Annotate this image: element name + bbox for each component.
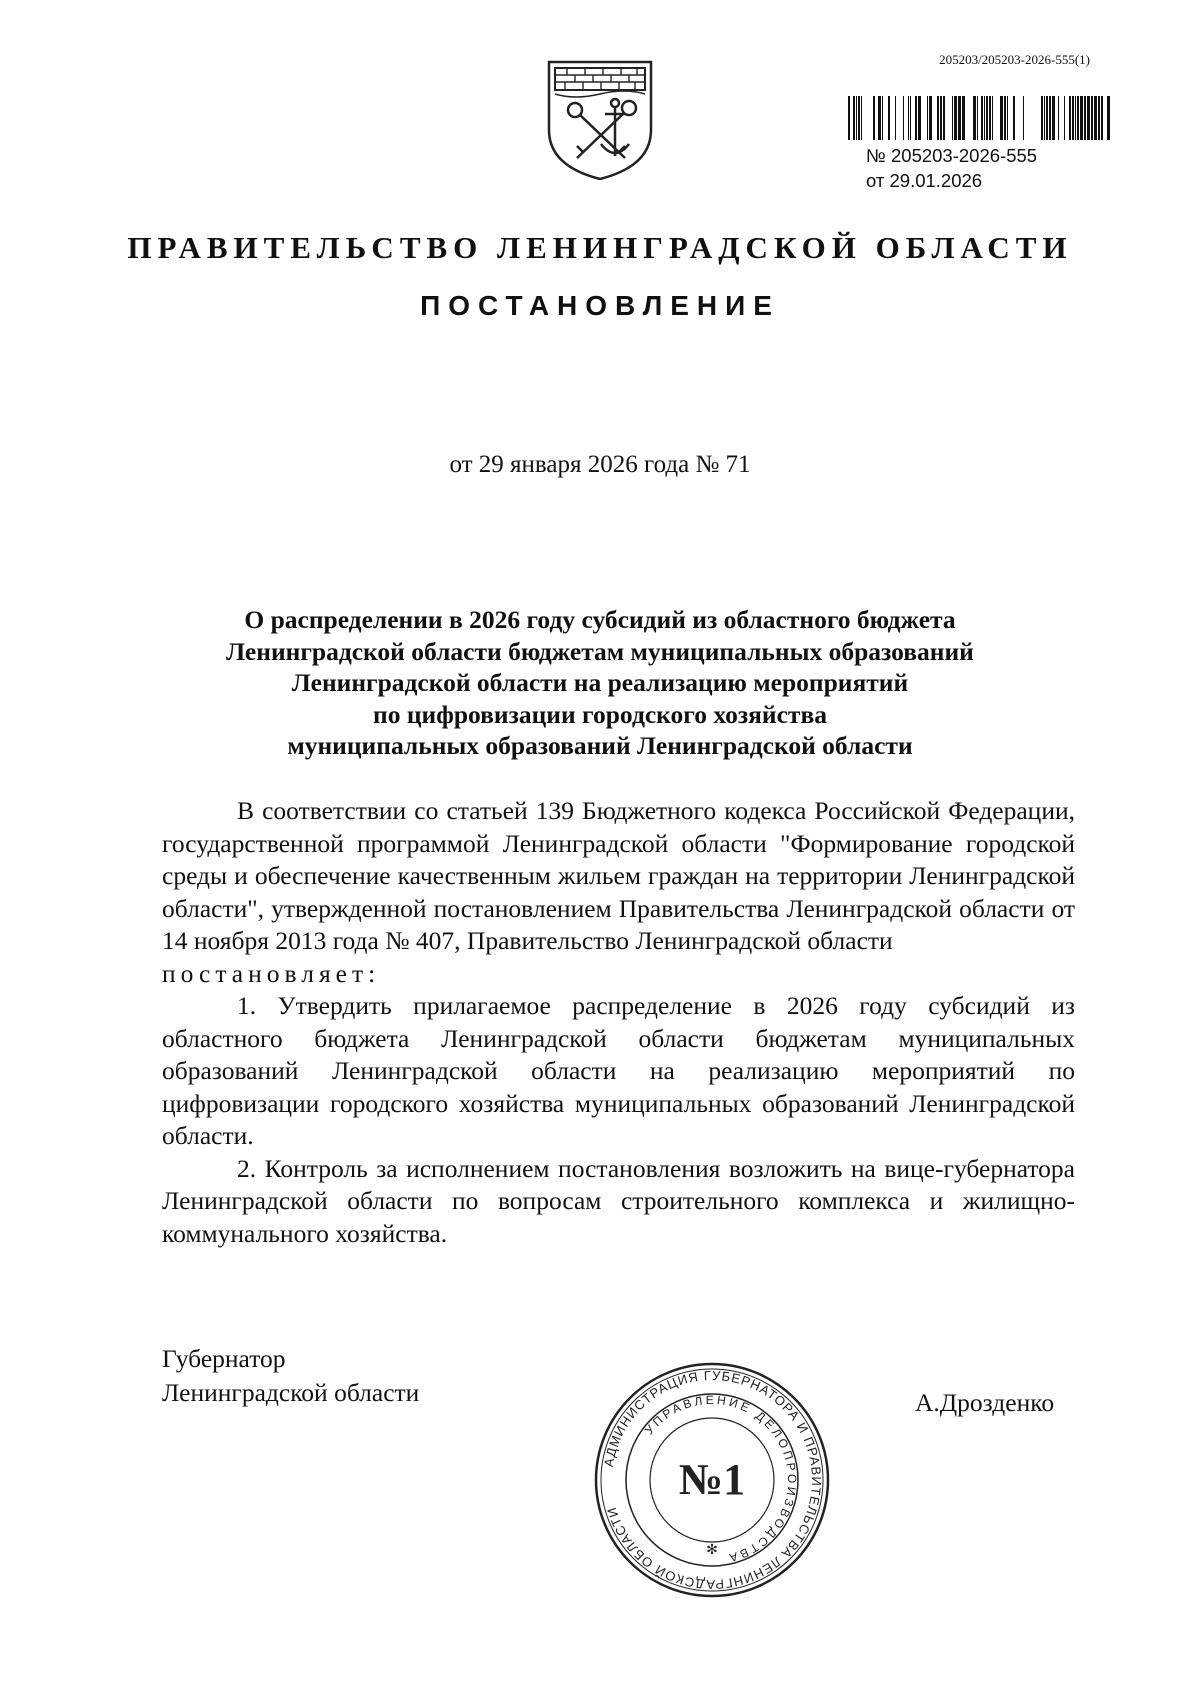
barcode-bar [962, 96, 965, 140]
barcode-bar [1075, 96, 1076, 140]
signatory-name: А.Дрозденко [915, 1388, 1055, 1417]
svg-text:АДМИНИСТРАЦИЯ ГУБЕРНАТОРА И ПР: АДМИНИСТРАЦИЯ ГУБЕРНАТОРА И ПРАВИТЕЛЬСТВА ЛЕНИНГРАДСКОЙ ОБЛАСТИ [600, 1367, 825, 1593]
barcode-bar [873, 96, 875, 140]
barcode-icon [848, 96, 1110, 140]
barcode-bar [992, 96, 993, 140]
barcode-bar [895, 96, 896, 140]
barcode-bar [1084, 96, 1086, 140]
barcode-bar [1069, 96, 1071, 140]
barcode-bar [1094, 96, 1097, 140]
barcode-bar [937, 96, 939, 140]
barcode-bar [1064, 96, 1065, 140]
barcode-bar [848, 96, 850, 140]
barcode-bar [910, 96, 911, 140]
barcode-bar [1004, 96, 1006, 140]
barcode-bar [981, 96, 983, 140]
document-date-number: от 29 января 2026 года № 71 [449, 451, 751, 478]
title-line: по цифровизации городского хозяйства [373, 699, 827, 729]
barcode-bar [882, 96, 883, 140]
barcode-bar [929, 96, 932, 140]
barcode-bar [878, 96, 881, 140]
barcode-bar [1049, 96, 1051, 140]
title-line: муниципальных образований Ленинградской области [287, 731, 913, 760]
barcode-bar [943, 96, 945, 140]
barcode-bar [989, 96, 991, 140]
barcode-bar [952, 96, 953, 140]
barcode-bar [927, 96, 928, 140]
government-heading: ПРАВИТЕЛЬСТВО ЛЕНИНГРАДСКОЙ ОБЛАСТИ [127, 230, 1073, 265]
signatory-position: Губернатор [162, 1344, 286, 1373]
barcode-bar [1044, 96, 1045, 140]
barcode-bar [1013, 96, 1015, 140]
barcode-bar [1080, 96, 1083, 140]
barcode-bar [858, 96, 860, 140]
signatory-region: Ленинградской области [162, 1378, 420, 1407]
barcode-bar [856, 96, 857, 140]
barcode-bar [958, 96, 961, 140]
barcode-bar [903, 96, 904, 140]
registration-code: 205203/205203-2026-555(1) [939, 52, 1090, 67]
barcode-bar [1098, 96, 1100, 140]
barcode-bar [1052, 96, 1055, 140]
barcode-bar [908, 96, 909, 140]
barcode-bar [1007, 96, 1008, 140]
registration-number: № 205203-2026-555 [866, 145, 1038, 166]
barcode-bar [1072, 96, 1074, 140]
barcode-bar [1077, 96, 1079, 140]
barcode-bar [915, 96, 917, 140]
title-line: О распределении в 2026 году субсидий из областного бюджета [244, 605, 956, 634]
barcode-bar [977, 96, 978, 140]
barcode-bar [1107, 96, 1110, 140]
barcode-bar [1087, 96, 1090, 140]
registration-date: от 29.01.2026 [866, 170, 983, 191]
barcode-bar [1058, 96, 1059, 140]
barcode-bar [853, 96, 855, 140]
barcode-bar [1101, 96, 1103, 140]
official-seal-stamp [592, 1360, 832, 1600]
svg-text:№1: №1 [678, 1455, 746, 1504]
barcode-bar [888, 96, 890, 140]
barcode-bar [984, 96, 985, 140]
barcode-bar [973, 96, 976, 140]
svg-text:УПРАВЛЕНИЕ ДЕЛОПРОИЗВОДСТВА: УПРАВЛЕНИЕ ДЕЛОПРОИЗВОДСТВА [641, 1392, 800, 1566]
svg-text:✻: ✻ [706, 1543, 718, 1558]
title-line: Ленинградской области на реализацию мероприятий [291, 668, 909, 697]
barcode-bar [1091, 96, 1093, 140]
barcode-bar [861, 96, 862, 140]
document-body [162, 795, 1075, 1250]
barcode-bar [918, 96, 921, 140]
barcode-bar [1041, 96, 1043, 140]
barcode-bar [1046, 96, 1048, 140]
item-2-paragraph: 2. Контроль за исполнением постановления возложить на вице-губернатора Ленинградской области по вопросам строительного комплекса и жилищно-коммунального хозяйства. [162, 1153, 1075, 1248]
resolves-word: постановляет: [162, 958, 381, 988]
barcode-bar [986, 96, 988, 140]
item-1-paragraph: 1. Утвердить прилагаемое распределение в 2026 году субсидий из областного бюджета Ленинградской области бюджетам муниципальных образований Ленинградской области на реализацию мероприятий по цифровизации городского хозяйства муниципальных образований Ленинградской области. [162, 991, 1075, 1150]
preamble-paragraph: В соответствии со статьей 139 Бюджетного кодекса Российской Федерации, государственной программой Ленинградской области "Формирование городской среды и обеспечение качественным жильем граждан на территории Ленинградской области", утвержденной постановлением Правительства Ленинградской области от 14 ноября 2013 года № 407, Правительство Ленинградской области [162, 796, 1075, 955]
barcode-bar [1023, 96, 1024, 140]
barcode-bar [1000, 96, 1003, 140]
document-type-heading: ПОСТАНОВЛЕНИЕ [420, 290, 780, 321]
title-line: Ленинградской области бюджетам муниципальных образований [226, 636, 974, 666]
document-title [160, 604, 1040, 762]
barcode-bar [940, 96, 942, 140]
coat-of-arms-icon [545, 58, 655, 183]
barcode-bar [954, 96, 957, 140]
